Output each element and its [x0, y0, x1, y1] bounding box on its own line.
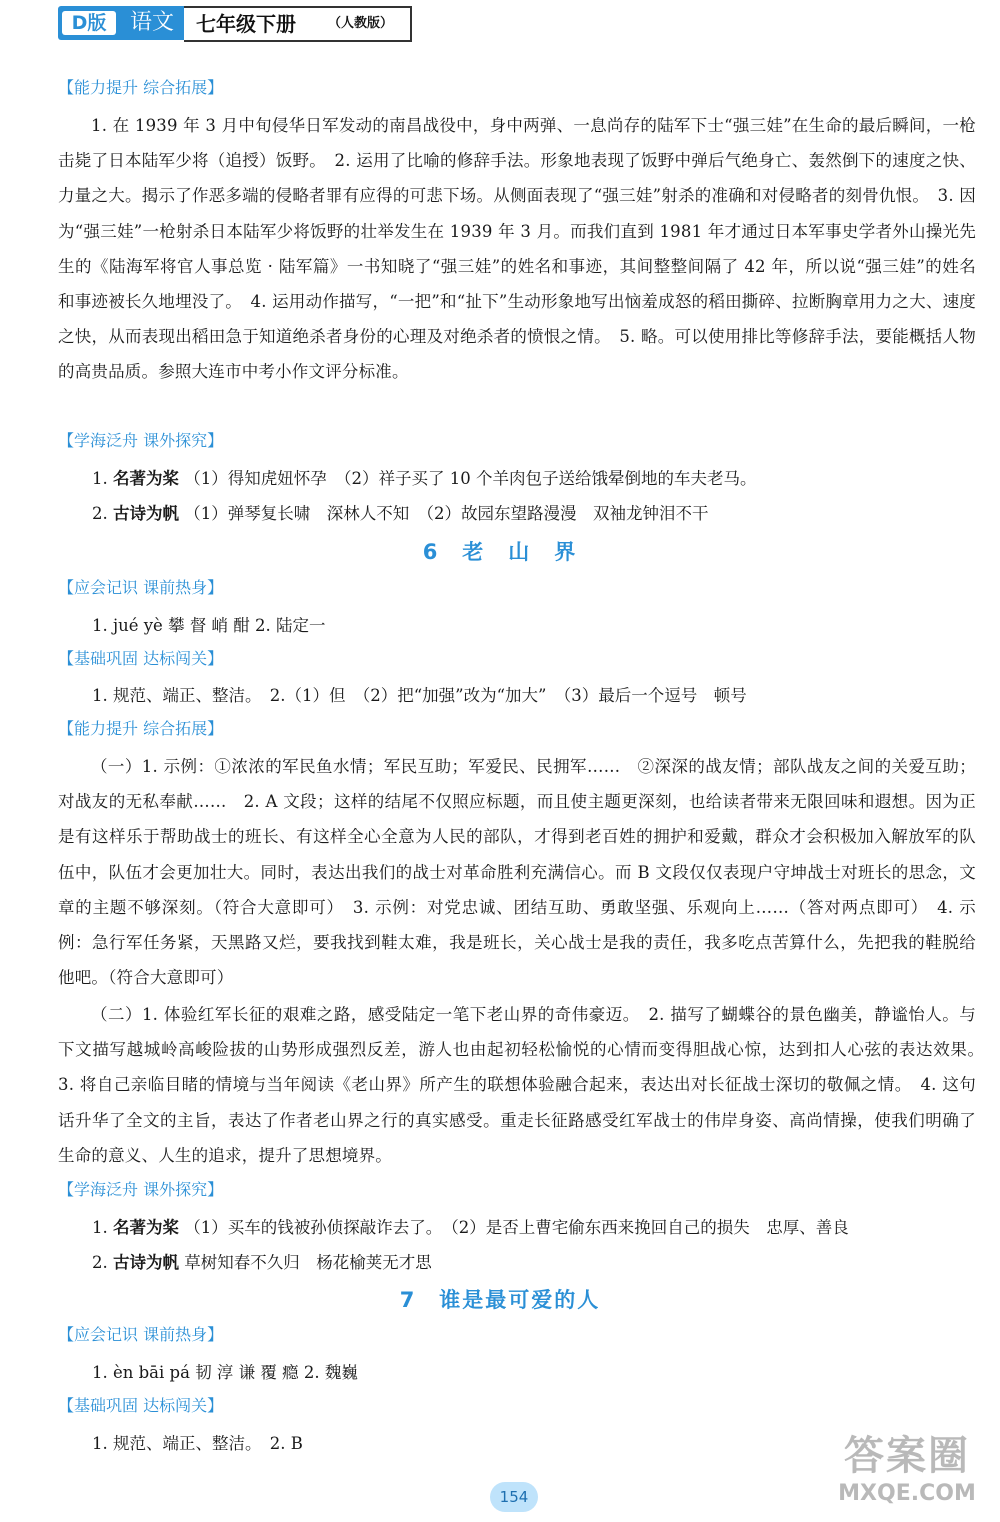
section-tag: 【学海泛舟 课外探究】: [58, 431, 224, 450]
answer-paragraph: （二）1. 体验红军长征的艰难之路，感受陆定一笔下老山界的奇伟豪迈。 2. 描写了蝴蝶谷的景色幽美，静谧怡人。与下文描写越城岭高峻险拔的山势形成强烈反差，游人也由起初轻松愉悦的心情而变得胆战心惊，达到扣人心弦的表达效果。 3. 将自己亲临目睹的情境与当年阅读《老山界》所产生的联想体验融合起来，表达出对长征战士深切的敬佩之情。 4. 这句话升华了全文的主旨，表达了作者老山界之行的真实感受。重走长征路感受红军战士的伟岸身姿、高尚情操，使我们明确了生命的意义、人生的追求，提升了思想境界。: [58, 1005, 993, 1165]
item-heading: 古诗为帆: [113, 1253, 179, 1272]
grade-title: 七年级下册: [196, 12, 296, 36]
item-heading: 古诗为帆: [113, 504, 179, 523]
answer-paragraph: （一）1. 示例：①浓浓的军民鱼水情；军民互助；军爱民、民拥军…… ②深深的战友情；部队战友之间的关爱互助；对战友的无私奉献…… 2. A 文段；这样的结尾不仅照应标题，而且使主题更深刻，也给读者带来无限回味和遐想。因为正是有这样乐于帮助战士的班长、有这样全心全意为人民的部队，才得到老百姓的拥护和爱戴，群众才会积极加入解放军的队伍中，队伍才会更加壮大。同时，表达出我们的战士对革命胜利充满信心。而 B 文段仅仅表现户守坤战士对班长的思念，文章的主题不够深刻。（符合大意即可） 3. 示例：对党忠诚、团结互助、勇敢坚强、乐观向上……（答对两点即可） 4. 示例：急行军任务紧，天黑路又烂，要我找到鞋太难，我是班长，关心战士是我的责任，我多吃点苦算什么，先把我的鞋脱给他吧。（符合大意即可）: [58, 757, 976, 988]
answer-line: 1. èn bāi pá 韧 淳 谦 覆 瘾 2. 魏巍: [92, 1363, 358, 1382]
lesson-title: 7 谁是最可爱的人: [399, 1288, 601, 1312]
answer-line: 1. 名著为桨 （1）买车的钱被孙侦探敲诈去了。 （2）是否上曹宅偷东西来挽回自己的损失 忠厚、善良: [92, 1218, 849, 1237]
answer-line: 2. 古诗为帆 （1）弹琴复长啸 深林人不知 （2）故园东望路漫漫 双袖龙钟泪不干: [92, 504, 709, 523]
item-heading: 名著为桨: [113, 469, 179, 488]
section-tag: 【能力提升 综合拓展】: [58, 78, 224, 97]
watermark-title: 答案圈: [844, 1433, 970, 1479]
book-header: [58, 6, 414, 40]
watermark-url: MXQE.COM: [838, 1481, 976, 1506]
section-tag: 【基础巩固 达标闯关】: [58, 1396, 224, 1415]
answer-paragraph: 1. 在 1939 年 3 月中旬侵华日军发动的南昌战役中，身中两弹、一息尚存的陆军下士“强三娃”在生命的最后瞬间，一枪击毙了日本陆军少将（追授）饭野。 2. 运用了比喻的修辞手法。形象地表现了饭野中弹后气绝身亡、轰然倒下的速度之快、力量之大。揭示了作恶多端的侵略者罪有应得的可悲下场。从侧面表现了“强三娃”射杀的准确和对侵略者的刻骨仇恨。 3. 因为“强三娃”一枪射杀日本陆军少将饭野的壮举发生在 1939 年 3 月。而我们直到 1981 年才通过日本军事史学者外山操光先生的《陆海军将官人事总览 · 陆军篇》一书知晓了“强三娃”的姓名和事迹，其间整整间隔了 42 年，所以说“强三娃”的姓名和事迹被长久地埋没了。 4. 运用动作描写，“一把”和“扯下”生动形象地写出恼羞成怒的稻田撕碎、拉断胸章用力之大、速度之快，从而表现出稻田急于知道绝杀者身份的心理及对绝杀者的愤恨之情。 5. 略。可以使用排比等修辞手法，要能概括人物的高贵品质。参照大连市中考小作文评分标准。: [58, 116, 976, 382]
answer-line: 1. 规范、端正、整洁。 2. B: [92, 1434, 303, 1453]
section-tag: 【基础巩固 达标闯关】: [58, 649, 224, 668]
edition-label: （人教版）: [328, 16, 394, 31]
section-tag: 【应会记识 课前热身】: [58, 578, 224, 597]
page-number: 154: [490, 1482, 538, 1512]
lesson-title: 6 老 山 界: [422, 540, 578, 564]
item-heading: 名著为桨: [113, 1218, 179, 1237]
subject-label: 语文: [129, 10, 174, 35]
section-tag: 【能力提升 综合拓展】: [58, 719, 224, 738]
edition-badge: D版: [62, 11, 116, 35]
watermark: [822, 1432, 992, 1514]
section-tag: 【学海泛舟 课外探究】: [58, 1180, 224, 1199]
header-white-block: [184, 6, 412, 42]
answer-line: 1. jué yè 攀 督 峭 酣 2. 陆定一: [92, 616, 326, 635]
header-blue-block: [58, 6, 184, 40]
section-tag: 【应会记识 课前热身】: [58, 1325, 224, 1344]
answer-line: 1. 规范、端正、整洁。 2.（1）但 （2）把“加强”改为“加大” （3）最后一个逗号 顿号: [92, 686, 747, 705]
answer-line: 1. 名著为桨 （1）得知虎妞怀孕 （2）祥子买了 10 个羊肉包子送给饿晕倒地的车夫老马。: [92, 469, 757, 488]
answer-line: 2. 古诗为帆 草树知春不久归 杨花榆荚无才思: [92, 1253, 432, 1272]
